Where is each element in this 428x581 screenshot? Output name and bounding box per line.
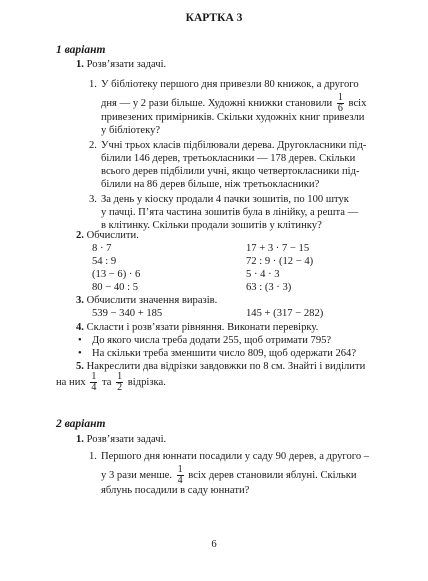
problem-3-line: в клітинку. Скільки продали зошитів у клітинку? <box>101 220 322 231</box>
problem-number: 3. <box>89 194 97 205</box>
task-number: 5. <box>76 361 84 372</box>
fraction-numerator: 1 <box>91 371 97 382</box>
problem-number: 2. <box>89 140 97 151</box>
problem-2-line: білили 146 дерев, третьокласники — 178 дерев. Скільки <box>101 153 356 164</box>
expression-right: 63 : (3 · 3) <box>246 282 292 293</box>
task-title: Обчислити. <box>86 230 139 241</box>
task-5-line-2 <box>56 372 166 393</box>
bullet-item: На скільки треба зменшити число 809, щоб одержати 264? <box>92 348 357 359</box>
problem-1-line-4: у бібліотеку? <box>101 125 161 136</box>
task-number: 3. <box>76 295 84 306</box>
problem-2-line: Учні трьох класів підбілювали дерева. Другокласники під- <box>101 140 367 151</box>
task-5-prefix: на них <box>56 376 86 388</box>
task-title: Розв’язати задачі. <box>86 434 167 445</box>
problem-2-line: білили на 86 дерев більше, ніж третьокласники? <box>101 179 320 190</box>
expression-right: 145 + (317 − 282) <box>246 308 324 319</box>
fraction-denominator: 4 <box>177 475 183 486</box>
fraction-denominator: 4 <box>91 382 97 393</box>
task-5-conjunction: та <box>101 376 112 388</box>
fraction-one-half <box>116 372 123 393</box>
problem-3-line: За день у кіоску продали 4 пачки зошитів, по 100 штук <box>101 194 349 205</box>
problem-1-line-3: привезених примірників. Скільки художніх книг привезли <box>101 112 365 123</box>
problem-3-line: у пачці. П’ята частина зошитів була в лінійку, а решта — <box>101 207 359 218</box>
problem-1-line-2-end: всіх <box>348 97 367 109</box>
problem-1-line-2 <box>101 465 357 486</box>
fraction-one-quarter <box>177 465 184 486</box>
fraction-denominator: 2 <box>117 382 123 393</box>
task-title: Обчислити значення виразів. <box>86 295 218 306</box>
expression-left: 539 − 340 + 185 <box>92 308 163 319</box>
problem-1-line-2-text: у 3 рази менше. <box>101 469 172 481</box>
problem-1-line-2-text: дня — у 2 рази більше. Художні книжки становили <box>101 97 333 109</box>
expression-left: 8 · 7 <box>92 243 112 254</box>
bullet-item: До якого числа треба додати 255, щоб отримати 795? <box>92 335 332 346</box>
problem-1-line-1: У бібліотеку першого дня привезли 80 книжок, а другого <box>101 79 359 90</box>
expression-right: 72 : 9 · (12 − 4) <box>246 256 314 267</box>
problem-1-line-2-end: всіх дерев становили яблуні. Скільки <box>188 469 357 481</box>
fraction-numerator: 1 <box>337 92 343 103</box>
task-number: 4. <box>76 322 84 333</box>
task-number: 1. <box>76 434 84 445</box>
variant-2-heading: 2 варіант <box>56 418 106 430</box>
task-2-header <box>76 229 139 242</box>
task-1-header <box>76 58 166 71</box>
expression-right: 5 · 4 · 3 <box>246 269 280 280</box>
fraction-one-quarter <box>90 372 97 393</box>
task-5-line-1: Накреслити два відрізки завдовжки по 8 см. Знайті і виділити <box>86 361 366 372</box>
problem-number: 1. <box>89 79 97 90</box>
task-title: Скласти і розв’язати рівняння. Виконати перевірку. <box>86 322 319 333</box>
problem-2-line: всього дерев підбілили учні, якщо четвертокласники під- <box>101 166 360 177</box>
card-title: КАРТКА 3 <box>185 12 243 24</box>
problem-number: 1. <box>89 451 97 462</box>
task-title: Розв’язати задачі. <box>86 59 167 70</box>
task-number: 1. <box>76 59 84 70</box>
task-1-header <box>76 433 166 446</box>
fraction-denominator: 6 <box>337 103 343 114</box>
bullet-icon: • <box>78 335 82 346</box>
task-5-suffix: відрізка. <box>127 376 166 388</box>
expression-left: 80 − 40 : 5 <box>92 282 138 293</box>
bullet-icon: • <box>78 348 82 359</box>
fraction-numerator: 1 <box>117 371 123 382</box>
expression-left: (13 − 6) · 6 <box>92 269 141 280</box>
fraction-numerator: 1 <box>177 464 183 475</box>
page-number: 6 <box>211 539 217 550</box>
problem-1-line-3: яблунь посадили в саду юннати? <box>101 485 250 496</box>
task-3-header <box>76 294 217 307</box>
problem-1-line-1: Першого дня юннати посадили у саду 90 дерев, а другого – <box>101 451 370 462</box>
task-number: 2. <box>76 230 84 241</box>
expression-right: 17 + 3 · 7 − 15 <box>246 243 310 254</box>
variant-1-heading: 1 варіант <box>56 44 106 56</box>
expression-left: 54 : 9 <box>92 256 117 267</box>
task-4-header <box>76 321 318 334</box>
